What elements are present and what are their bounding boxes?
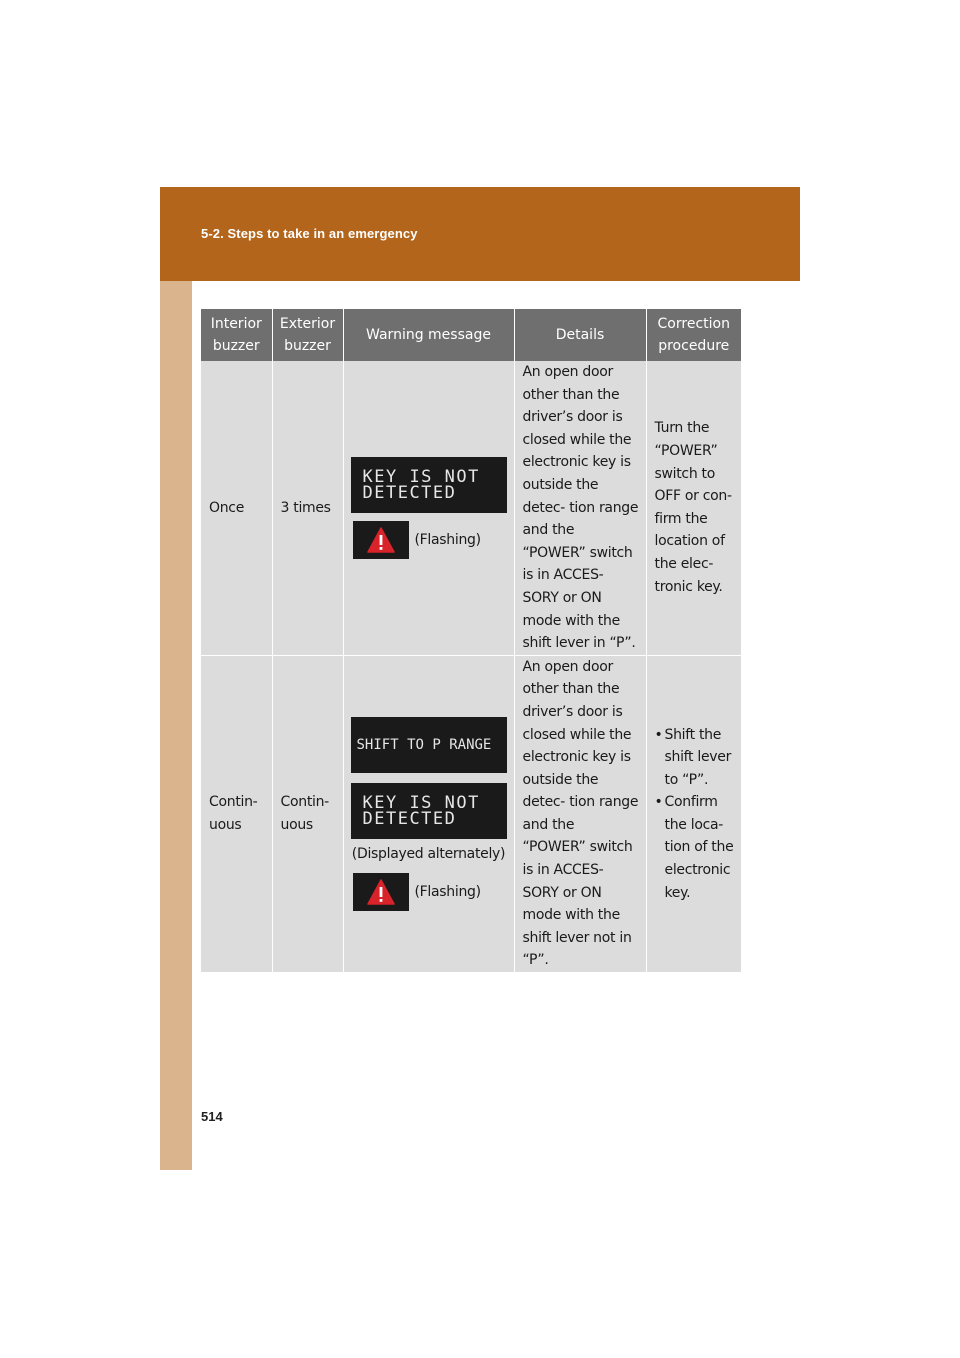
- flashing-indicator: [348, 873, 510, 911]
- exterior-buzzer-cell: Contin- uous: [272, 655, 343, 972]
- correction-cell: Turn the “POWER” switch to OFF or con- firm the location of the elec- tronic key.: [646, 361, 741, 655]
- warning-triangle-icon: [353, 521, 409, 559]
- col-details: Details: [514, 309, 646, 361]
- col-exterior-buzzer: Exterior buzzer: [272, 309, 343, 361]
- display-line: DETECTED: [362, 482, 457, 503]
- col-warning-message: Warning message: [343, 309, 514, 361]
- correction-list: [655, 724, 736, 905]
- display-line: KEY IS NOT: [362, 466, 480, 487]
- display-key-not-detected: [351, 783, 507, 839]
- details-cell: An open door other than the driver’s door is closed while the electronic key is outside the detec- tion range and the “POWER” switch is in ACCES- SORY or ON mode with the shift lever in “P”.: [514, 361, 646, 655]
- section-title: 5-2. Steps to take in an emergency: [201, 226, 418, 241]
- details-cell: An open door other than the driver’s door is closed while the electronic key is outside the detec- tion range and the “POWER” switch is in ACCES- SORY or ON mode with the shift lever not in “P”.: [514, 655, 646, 972]
- display-shift-to-p-range: SHIFT TO P RANGE: [351, 717, 507, 773]
- flashing-label: (Flashing): [414, 883, 481, 900]
- table-row: [201, 361, 741, 655]
- flashing-indicator: [348, 521, 510, 559]
- page-number: 514: [201, 1109, 223, 1124]
- correction-item: • Confirm the loca- tion of the electronic key.: [655, 791, 736, 904]
- table-row: [201, 655, 741, 972]
- warning-message-cell: [343, 361, 514, 655]
- warning-triangle-icon: [353, 873, 409, 911]
- col-interior-buzzer: Interior buzzer: [201, 309, 272, 361]
- display-key-not-detected: [351, 457, 507, 513]
- interior-buzzer-cell: Contin- uous: [201, 655, 272, 972]
- exterior-buzzer-cell: 3 times: [272, 361, 343, 655]
- flashing-label: (Flashing): [414, 531, 481, 548]
- correction-item: • Shift the shift lever to “P”.: [655, 724, 736, 792]
- display-line: DETECTED: [362, 808, 457, 829]
- warning-message-table: [201, 309, 741, 973]
- warning-message-cell: [343, 655, 514, 972]
- side-tab-band: [160, 281, 192, 1170]
- interior-buzzer-cell: Once: [201, 361, 272, 655]
- display-line: KEY IS NOT: [362, 792, 480, 813]
- table-header-row: [201, 309, 741, 361]
- col-correction-procedure: Correction procedure: [646, 309, 741, 361]
- correction-cell: [646, 655, 741, 972]
- section-header-band: [160, 187, 800, 281]
- alternate-label: (Displayed alternately): [351, 845, 506, 862]
